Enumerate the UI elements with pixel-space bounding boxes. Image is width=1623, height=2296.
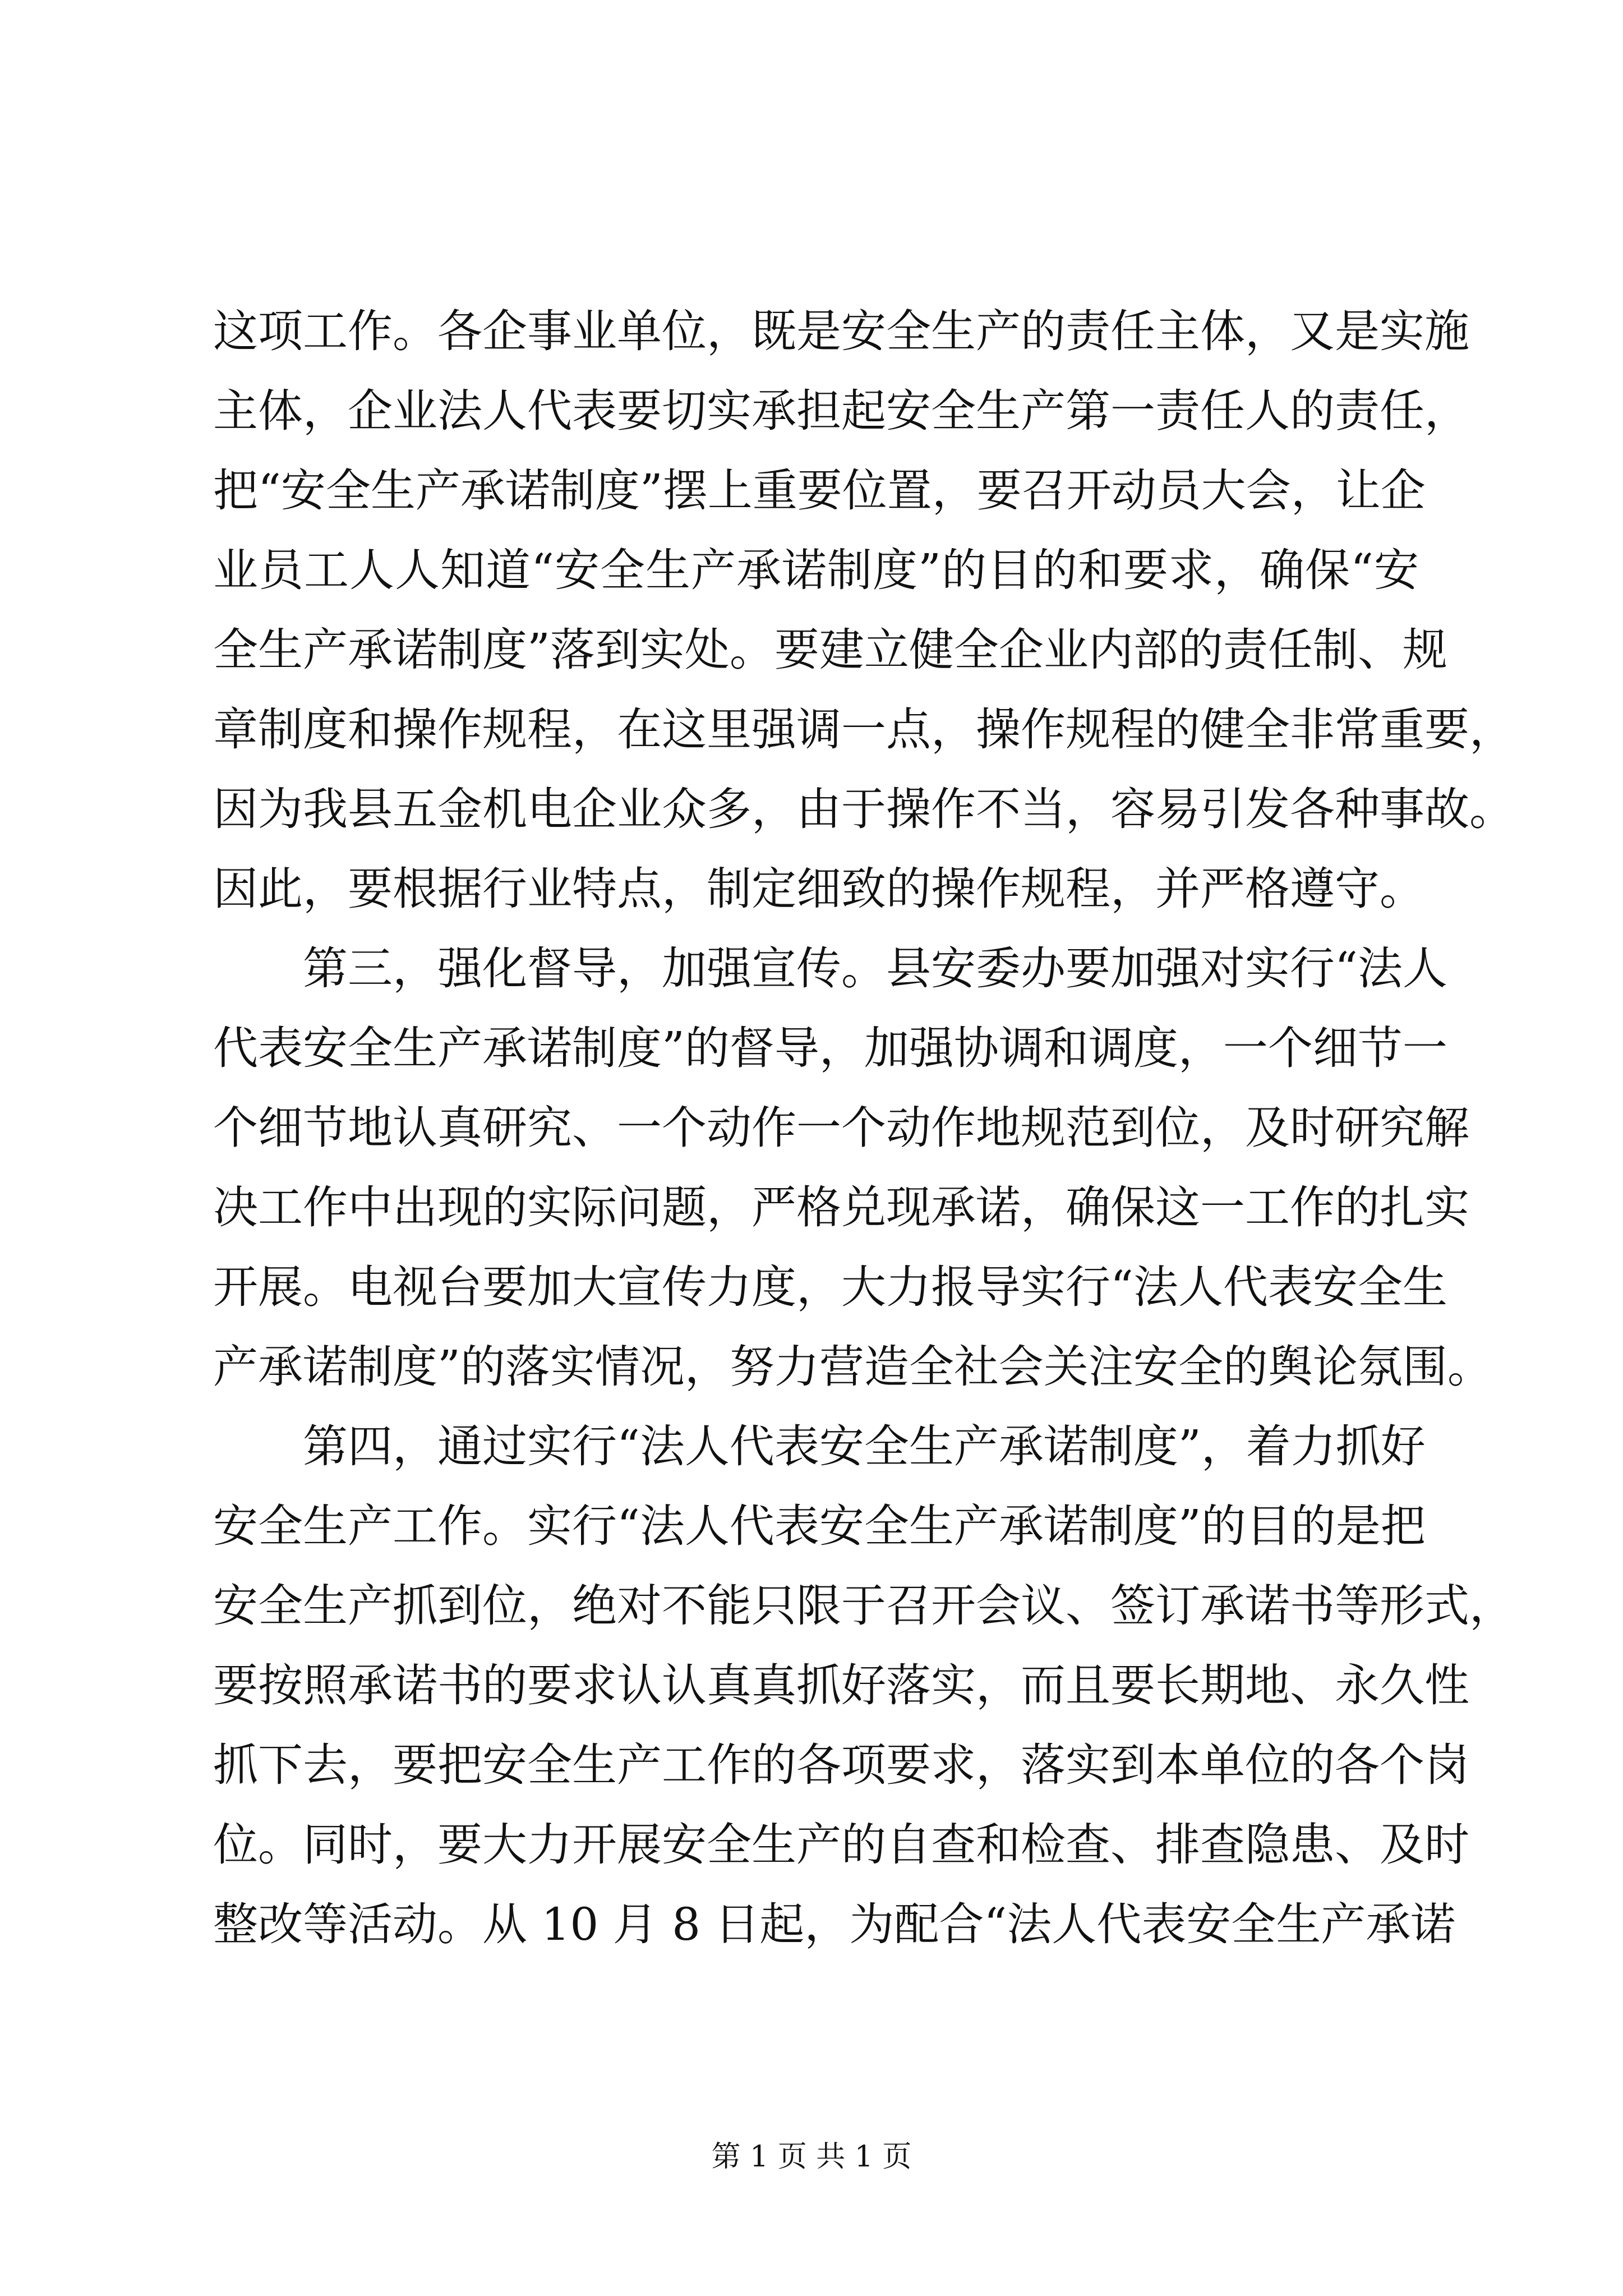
text-line: 业员工人人知道“安全生产承诺制度”的目的和要求，确保“安 [213, 544, 1419, 596]
text-line: 把“安全生产承诺制度”摆上重要位置，要召开动员大会，让企 [213, 464, 1426, 517]
text-line: 产承诺制度”的落实情况，努力营造全社会关注安全的舆论氛围。 [213, 1341, 1492, 1393]
text-line: 因为我县五金机电企业众多，由于操作不当，容易引发各种事故。 [213, 783, 1514, 835]
body-text [213, 292, 1514, 1964]
text-line: 要按照承诺书的要求认认真真抓好落实，而且要长期地、永久性 [213, 1659, 1469, 1711]
text-line: 个细节地认真研究、一个动作一个动作地规范到位，及时研究解 [213, 1102, 1469, 1154]
text-line: 抓下去，要把安全生产工作的各项要求，落实到本单位的各个岗 [213, 1739, 1469, 1791]
text-line: 这项工作。各企事业单位，既是安全生产的责任主体，又是实施 [213, 305, 1469, 357]
text-line: 整改等活动。从 10 月 8 日起，为配合“法人代表安全生产承诺 [213, 1898, 1456, 1950]
text-line: 代表安全生产承诺制度”的督导，加强协调和调度，一个细节一 [213, 1022, 1447, 1074]
page-footer: 第 1 页 共 1 页 [711, 2140, 912, 2174]
text-line: 第四，通过实行“法人代表安全生产承诺制度”，着力抓好 [303, 1420, 1426, 1473]
text-line: 安全生产工作。实行“法人代表安全生产承诺制度”的目的是把 [213, 1500, 1426, 1552]
text-line: 安全生产抓到位，绝对不能只限于召开会议、签订承诺书等形式， [213, 1580, 1514, 1632]
text-line: 决工作中出现的实际问题，严格兑现承诺，确保这一工作的扎实 [213, 1181, 1469, 1234]
text-line: 主体，企业法人代表要切实承担起安全生产第一责任人的责任， [213, 385, 1469, 437]
text-line: 位。同时，要大力开展安全生产的自查和检查、排查隐患、及时 [213, 1819, 1469, 1871]
text-line: 第三，强化督导，加强宣传。县安委办要加强对实行“法人 [303, 942, 1447, 995]
text-line: 开展。电视台要加大宣传力度，大力报导实行“法人代表安全生 [213, 1261, 1447, 1313]
text-line: 因此，要根据行业特点，制定细致的操作规程，并严格遵守。 [213, 863, 1424, 915]
text-line: 章制度和操作规程，在这里强调一点，操作规程的健全非常重要， [213, 703, 1514, 756]
text-line: 全生产承诺制度”落到实处。要建立健全企业内部的责任制、规 [213, 624, 1447, 676]
